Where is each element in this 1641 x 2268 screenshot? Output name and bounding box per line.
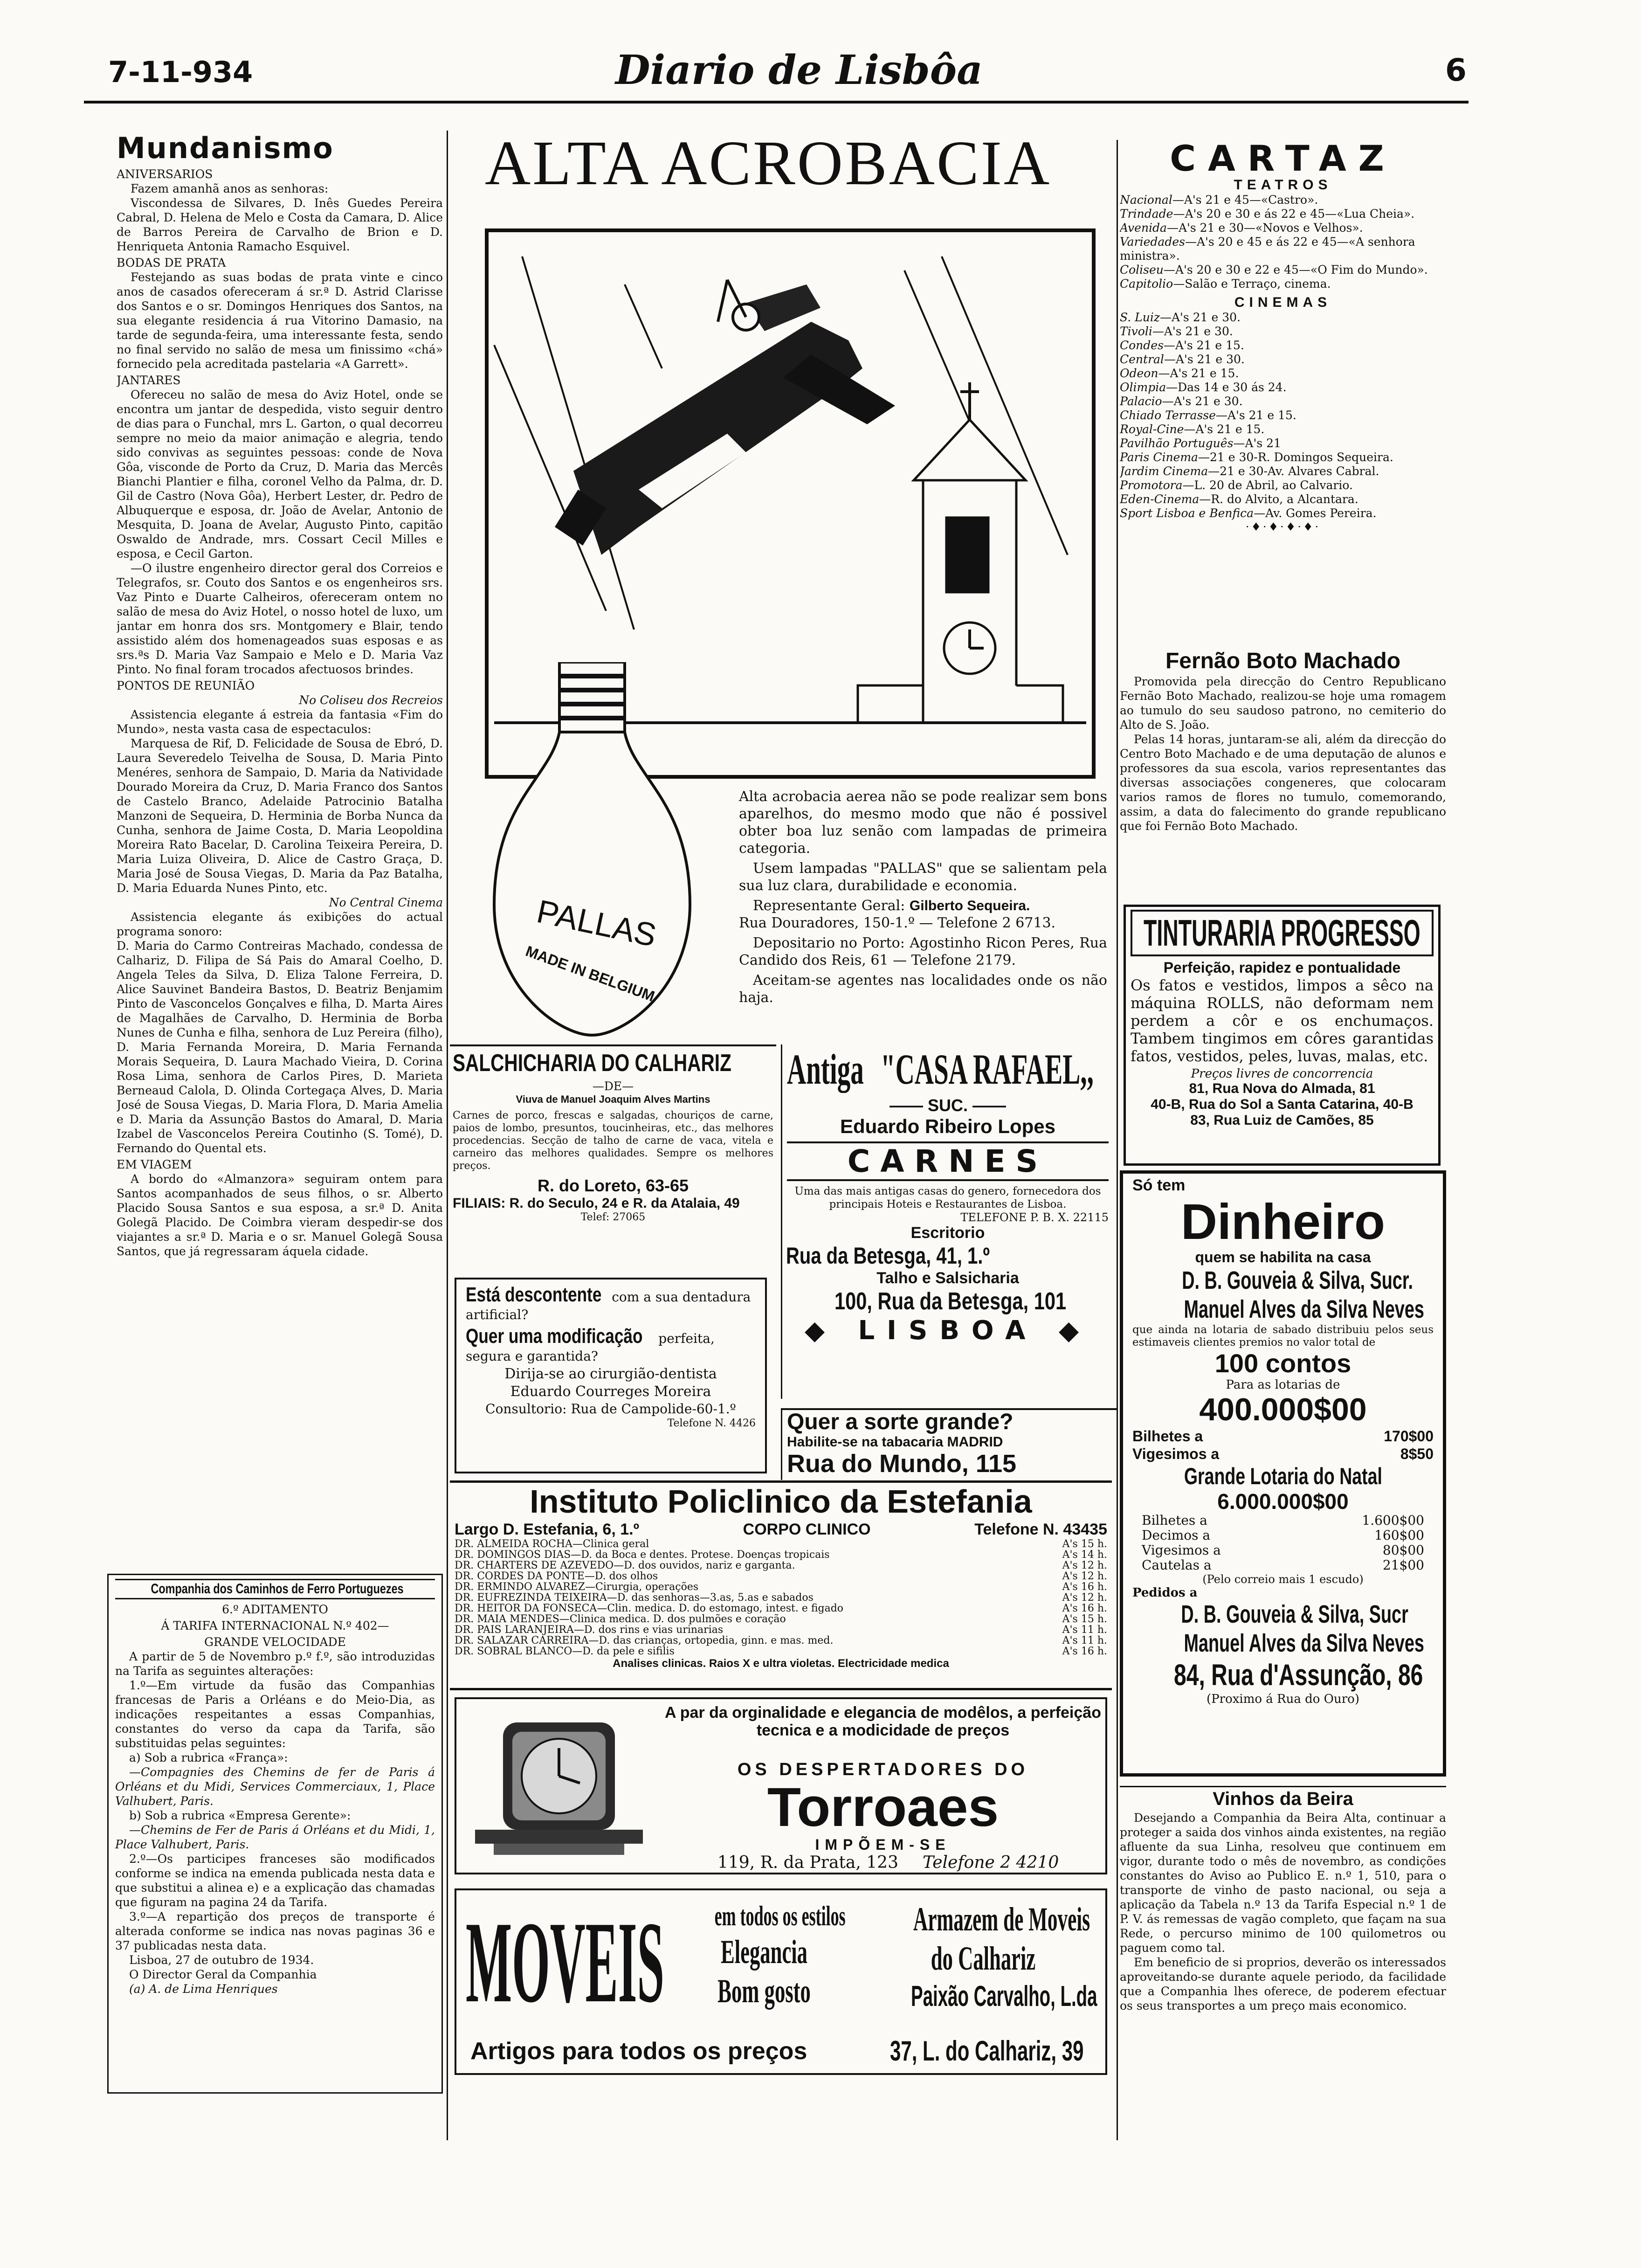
doctor-row [455,1539,1107,1549]
doctor-row [455,1560,1107,1571]
dinheiro-firm-3: D. B. Gouveia & Silva, Sucr [1181,1600,1408,1628]
moveis-bottom-right: 37, L. do Calhariz, 39 [890,2035,1084,2067]
cinema-text: —A's 21 e 30. [1162,394,1243,408]
doctor-hour: A's 11 h. [1062,1635,1107,1646]
salchicharia-de: —DE— [592,1079,634,1093]
doctor-name: DR. PAIS LARANJEIRA—D. dos rins e vias urinarias [455,1624,724,1636]
rafael-esc-addr: Rua da Betesga, 41, 1.º [786,1243,990,1269]
cinema-text: —A's 21 e 15. [1215,408,1296,422]
cinema-text: —21 e 30-R. Domingos Sequeira. [1198,450,1393,464]
cinema-item [1120,478,1446,492]
doctor-hour: A's 12 h. [1062,1592,1107,1604]
doctor-row [455,1592,1107,1603]
pallas-text-1: Alta acrobacia aerea não se pode realizar sem bons aparelhos, do mesmo modo que não é possivel obter boa luz senão com lampadas de primeira categoria. [739,788,1107,857]
cinema-name: Palacio [1120,394,1162,408]
dinheiro-natal-prize: 6.000.000$00 [1217,1489,1349,1514]
tinturaria-text: Os fatos e vestidos, limpos a sêco na máquina ROLLS, não deformam nem perdem a côr e os enchumaços. Tambem tingimos em côres garantidas fatos, vestidos, peles, luvas, malas, etc. [1131,976,1434,1065]
teatro-item [1120,221,1446,235]
pallas-agents: Aceitam-se agentes nas localidades onde os não haja. [739,972,1107,1006]
cinema-item [1120,506,1446,520]
torroaes-name: Torroaes [767,1777,999,1838]
instituto-footer: Analises clinicas. Raios X e ultra violetas. Electricidade medica [613,1657,949,1670]
doctor-row [455,1614,1107,1625]
rafael-suc: SUC. [927,1096,968,1115]
mundanismo-title: Mundanismo [117,131,334,165]
teatros-list [1120,193,1446,291]
dinheiro-so-tem: Só tem [1132,1176,1186,1194]
masthead-title: Diario de Lisbôa [615,47,983,94]
masthead-rule [84,101,1469,104]
caminhos-a-head: a) Sob a rubrica «França»: [129,1751,288,1764]
doctor-name: DR. CHARTERS DE AZEVEDO—D. dos ouvidos, nariz e garganta. [455,1560,795,1571]
viagem-head: EM VIAGEM [117,1158,192,1171]
bodas-head: BODAS DE PRATA [117,256,226,270]
pallas-dep: Depositario no Porto: Agostinho Ricon Peres, Rua Candido dos Reis, 61 — Telefone 2179. [739,935,1107,968]
cinema-name: Olimpia [1120,380,1166,394]
tinturaria-sub: Perfeição, rapidez e pontualidade [1163,959,1401,976]
cinema-name: Central [1120,353,1164,366]
viagem-text: A bordo do «Almanzora» seguiram ontem para Santos acompanhados de seus filhos, o sr. Alberto Placido Sousa Santos e sua esposa, a sr.ª D. Anita Golegã Placido. De Coimbra vieram despedir-se dos viajantes a sr.ª D. Maria e o sr. Manuel Golegã Sousa Santos, que já regressaram áquela cidade. [117,1172,443,1258]
instituto-title: Instituto Policlinico da Estefania [530,1483,1032,1520]
rafael-esc-label: Escritorio [910,1224,985,1242]
cinema-item [1120,325,1446,339]
reuniao-place-2: No Central Cinema [329,896,443,909]
tinturaria-addr-3: 83, Rua Luiz de Camões, 85 [1190,1113,1374,1128]
dentista-line1b: com a sua dentadura artificial? [466,1289,751,1322]
cinema-name: Promotora [1120,478,1183,492]
instituto-ad [450,1480,1112,1690]
doctor-name: DR. DOMINGOS DIAS—D. da Boca e dentes. Protese. Doenças tropicais [455,1549,830,1561]
salchicharia-addr: R. do Loreto, 63-65 [537,1176,689,1195]
cinema-text: —A's 21 e 30. [1164,353,1245,366]
cinema-text: —A's 21 e 15. [1163,339,1244,352]
moveis-big: MOVEIS [466,1898,664,2027]
dinheiro-para: Para as lotarias de [1226,1378,1340,1392]
teatro-text: —A's 21 e 45—«Castro». [1172,193,1318,207]
cinema-name: Royal-Cine [1120,422,1184,436]
jantares-text-2: —O ilustre engenheiro director geral dos Correios e Telegrafos, sr. Couto dos Santos e os engenheiros srs. Vaz Pinto e Duarte Calheiros, ofereceram ontem no salão de mesa do Aviz Hotel, o nosso hotel de luxo, um jantar em honra dos srs. Montgomery e Blair, tendo assistido além dos homenageados suas esposas e as srs.ªs D. Maria Vaz Sampaio e Melo e D. Maria Vaz Pinto. No final foram trocados afectuosos brindes. [117,561,443,676]
fernao-title: Fernão Boto Machado [1165,649,1401,673]
tinturaria-addr-2: 40-B, Rua do Sol a Santa Catarina, 40-B [1151,1097,1413,1112]
rafael-ad: Antiga "CASA RAFAEL,, —— SUC. —— Eduardo Ribeiro Lopes CARNES Uma das mais antigas casas do genero, fornecedora dos principais Hoteis e Restaurantes de Lisboa. TELEFONE P. B. X. 22115 Escritorio Rua da Betesga, 41, 1.º Talho e Salsicharia 100, Rua da Betesga, 101 ◆ LISBOA ◆ [781,1044,1113,1399]
teatro-text: —A's 20 e 30 e ás 22 e 45—«Lua Cheia». [1173,207,1415,221]
cinema-item [1120,436,1446,450]
dinheiro-correio: (Pelo correio mais 1 escudo) [1202,1573,1364,1586]
aniversarios-head: ANIVERSARIOS [117,167,213,181]
dinheiro-firm-1: D. B. Gouveia & Silva, Sucr. [1182,1266,1413,1294]
torroaes-tel: Telefone 2 4210 [923,1853,1059,1872]
natal-price-row [1142,1558,1424,1573]
caminhos-b-text: —Chemins de Fer de Paris á Orléans et du Midi, 1, Place Valhubert, Paris. [115,1823,435,1851]
natal-price-row [1142,1528,1424,1543]
cinema-text: —L. 20 de Abril, ao Calvario. [1182,478,1353,492]
aniversarios-text: Viscondessa de Silvares, D. Inês Guedes Pereira Cabral, D. Helena de Melo e Costa da Camara, D. Alice de Barros Pereira de Carvalho de Brion e D. Henriqueta Antonia Ramacho Esquivel. [117,196,443,253]
cinema-text: —A's 21 e 15. [1158,366,1239,380]
teatro-item [1120,193,1446,207]
natal-rows [1132,1513,1434,1573]
torroaes-text: A par da orginalidade e elegancia de modêlos, a perfeição tecnica e a modicidade de preços [665,1704,1101,1739]
pallas-bulb-made: MADE IN BELGIUM [523,942,657,1005]
caminhos-aditamento: 6.º ADITAMENTO [222,1603,328,1616]
dinheiro-firm-4: Manuel Alves da Silva Neves [1184,1629,1424,1657]
bodas-text: Festejando as suas bodas de prata vinte e cinco anos de casados ofereceram á sr.ª D. Astrid Clarisse dos Santos e o sr. Domingos Henriques dos Santos, na sua elegante residencia á rua Vitorino Damasio, na tarde de segunda-feira, uma interessante festa, sendo no final servido no salão de mesa um finissimo «chá» fornecido pela acreditada pastelaria «A Garrett». [117,270,443,371]
cinema-item [1120,464,1446,478]
caminhos-notice [107,1574,443,2094]
torroaes-ad [455,1697,1107,1874]
cinema-text: —Av. Gomes Pereira. [1254,506,1377,520]
caminhos-text-3: 2.º—Os participes franceses são modificados conforme se indica na emenda publicada nesta data e que substitui a alinea e) e a explicação das chamadas que figuram na pagina 24 da Tarifa. [115,1852,435,1909]
dinheiro-vigesimos-label: Vigesimos a [1132,1445,1220,1462]
dentista-name: Eduardo Courreges Moreira [510,1383,711,1400]
cinema-item [1120,408,1446,422]
doctor-name: DR. SOBRAL BLANCO—D. da pele e sifilis [455,1646,675,1657]
teatro-name: Capitolio [1120,277,1173,290]
rafael-city: LISBOA [858,1315,1038,1346]
dinheiro-contos: 100 contos [1214,1348,1351,1378]
dinheiro-title: Dinheiro [1180,1193,1385,1250]
teatro-text: —A's 20 e 45 e ás 22 e 45—«A senhora ministra». [1120,235,1415,263]
cinema-text: —A's 21 e 15. [1184,422,1265,436]
pallas-bulb-brand: PALLAS [533,892,660,954]
natal-price-row [1142,1543,1424,1558]
pallas-text [739,788,1107,1006]
instituto-doctor-list [450,1539,1112,1657]
teatro-item [1120,235,1446,263]
cinema-name: Odeon [1120,366,1158,380]
sorte-line-2: Habilite-se na tabacaria MADRID [787,1434,1003,1450]
cinema-name: Sport Lisboa e Benfica [1120,506,1254,520]
teatro-text: —A's 21 e 30—«Novos e Velhos». [1166,221,1363,235]
column-rule-2 [1117,140,1118,2140]
doctor-row [455,1549,1107,1560]
dinheiro-ad [1120,1170,1446,1777]
cartaz-column: CARTAZ TEATROS Nacional—A's 21 e 45—«Castro». Trindade—A's 20 e 30 e ás 22 e 45—«Lua Cheia». Avenida—A's 21 e 30—«Novos e Velhos». Variedades—A's 20 e 45 e ás 22 e 45—«A senhora ministra». Coliseu—A's 20 e 30 e 22 e 45—«O Fim do Mundo». Capitolio—Salão e Terraço, cinema. CINEMAS S. Luiz—A's 21 e 30. Tivoli—A's 21 e 30. Condes—A's 21 e 15. Central—A's 21 e 30. Odeon—A's 21 e 15. Olimpia—Das 14 e 30 ás 24. Palacio—A's 21 e 30. Chiado Terrasse—A's 21 e 15. Royal-Cine—A's 21 e 15. Pavilhão Português—A's 21 Paris Cinema—21 e 30-R. Domingos Sequeira. Jardim Cinema—21 e 30-Av. Alvares Cabral. Promotora—L. 20 de Abril, ao Calvario. Eden-Cinema—R. do Alvito, a Alcantara. Sport Lisboa e Benfica—Av. Gomes Pereira. ·♦·♦·♦·♦· [1120,140,1446,629]
cinema-item [1120,311,1446,325]
teatro-name: Avenida [1120,221,1167,235]
cinema-item [1120,450,1446,464]
cinema-item [1120,353,1446,366]
doctor-name: DR. HEITOR DA FONSECA—Clin. medica. D. do estomago, intest. e figado [455,1603,844,1614]
pallas-rep-name: Gilberto Sequeira. [909,898,1030,913]
cinema-name: Eden-Cinema [1120,492,1200,506]
cinema-text: —A's 21 [1233,436,1281,450]
doctor-hour: A's 12 h. [1062,1560,1107,1571]
moveis-right-2: do Calhariz [931,1940,1036,1977]
cinema-name: Pavilhão Português [1120,436,1234,450]
cinema-text: —21 e 30-Av. Alvares Cabral. [1208,464,1379,478]
pallas-text-2: Usem lampadas "PALLAS" que se salientam pela sua luz clara, durabilidade e economia. [739,860,1107,894]
tinturaria-title: TINTURARIA PROGRESSO [1144,912,1420,954]
natal-price-val: 1.600$00 [1362,1513,1424,1528]
clock-drawing [466,1713,652,1862]
teatro-text: —A's 20 e 30 e 22 e 45—«O Fim do Mundo». [1163,263,1428,277]
caminhos-sign-2: (a) A. de Lima Henriques [129,1982,278,1996]
caminhos-text-2: 1.º—Em virtude da fusão das Companhias francesas de Paris a Orléans e do Meio-Dia, as indicações respeitantes a essas Companhias, constantes do verso da capa da Tarifa, são substituidas pelas seguintes: [115,1679,435,1750]
teatro-text: —Salão e Terraço, cinema. [1173,277,1331,290]
doctor-name: DR. EUFREZINDA TEIXEIRA—D. das senhoras—3.as, 5.as e sabados [455,1592,814,1604]
doctor-hour: A's 16 h. [1062,1646,1107,1657]
doctor-hour: A's 16 h. [1062,1581,1107,1593]
vinhos-text-2: Em beneficio de si proprios, deverão os interessados aproveitando-se durante aquele periodo, da facilidade que a Companhia lhes oferece, de poderem efectuar os seus transportes a um preço mais economico. [1120,1956,1446,2012]
doctor-name: DR. ALMEIDA ROCHA—Clinica geral [455,1538,649,1550]
natal-price-label: Vigesimos a [1142,1542,1221,1558]
vinhos-column [1120,1786,1446,2142]
natal-price-val: 80$00 [1382,1542,1424,1558]
caminhos-a-text: —Compagnies des Chemins de fer de Paris á Orléans et du Midi, Services Commerciaux, 1, Place Valhubert, Paris. [115,1765,435,1808]
doctor-name: DR. SALAZAR CARREIRA—D. das crianças, ortopedia, ginn. e mas. med. [455,1635,834,1646]
reuniao-head: PONTOS DE REUNIÃO [117,679,255,692]
cinema-item [1120,492,1446,506]
caminhos-title: Companhia dos Caminhos de Ferro Portuguezes [151,1581,404,1597]
cinema-text: —A's 21 e 30. [1152,325,1233,338]
teatro-item [1120,277,1446,291]
cinema-name: Tivoli [1120,325,1152,338]
natal-price-val: 21$00 [1382,1557,1424,1573]
reuniao-text-2: Assistencia elegante ás exibições do actual programa sonoro: [117,910,443,938]
moveis-right-3: Paixão Carvalho, L.da [911,1980,1097,2012]
doctor-row [455,1646,1107,1657]
reuniao-text-1: Assistencia elegante á estreia da fantasia «Fim do Mundo», nesta vasta casa de espectaculos: [117,708,443,736]
rafael-title-1: Antiga [787,1045,864,1093]
rafael-talho-label: Talho e Salsicharia [876,1269,1019,1287]
rafael-title-2: "CASA RAFAEL,, [880,1045,1094,1093]
pallas-bulb [485,662,699,1044]
rafael-text: Uma das mais antigas casas do genero, fornecedora dos principais Hoteis e Restaurantes de Lisboa. [794,1185,1101,1210]
caminhos-text-4: 3.º—A repartição dos preços de transporte é alterada conforme se indica nas novas paginas 36 e 37 publicadas nesta data. [115,1910,435,1952]
vinhos-title: Vinhos da Beira [1213,1789,1353,1809]
cinemas-list [1120,311,1446,520]
tinturaria-precos: Preços livres de concorrencia [1191,1067,1373,1081]
dentista-line1a: Está descontente [466,1283,602,1306]
jantares-text: Ofereceu no salão de mesa do Aviz Hotel, onde se encontra um jantar de despedida, visto seguir dentro de dias para o Funchal, mrs L. Garton, o qual decorreu sempre no meio da maior animação e alegria, tendo sido convivas as seguintes pessoas: conde de Nova Gôa, visconde de Porto da Cruz, D. Maria das Mercês Bianchi Plantier e filha, coronel Velho da Palma, dr. D. Gil de Castro (Nova Gôa), Herbert Lester, dr. Pedro de Albuquerque e esposa, dr. João de Avelar, Antonio de Mesquita, D. Joana de Avelar, Augusto Pinto, capitão Oswaldo de Andrade, mrs. Cossart Cecil Milles e esposa, e Cecil Garton. [117,388,443,560]
cinema-text: —R. do Alvito, a Alcantara. [1199,492,1358,506]
dentista-line2b: perfeita, segura e garantida? [466,1331,715,1364]
moveis-ad [455,1888,1107,2075]
tinturaria-ad [1124,905,1441,1166]
jantares-head: JANTARES [117,373,181,387]
caminhos-date: Lisboa, 27 de outubro de 1934. [129,1953,314,1967]
rafael-tel: TELEFONE P. B. X. 22115 [960,1211,1109,1224]
moveis-bottom-left: Artigos para todos os preços [470,2038,807,2065]
tinturaria-addr-1: 81, Rua Nova do Almada, 81 [1189,1081,1375,1096]
teatro-name: Nacional [1120,193,1172,207]
aniversarios-intro: Fazem amanhã anos as senhoras: [131,182,329,195]
cinema-item [1120,394,1446,408]
instituto-tel: Telefone N. 43435 [974,1521,1107,1538]
doctor-row [455,1625,1107,1635]
pallas-rep-label: Representante Geral: [753,898,905,914]
dentista-addr: Consultorio: Rua de Campolide-60-1.º [485,1401,736,1417]
cinema-name: Paris Cinema [1120,450,1198,464]
sorte-ad [781,1408,1118,1480]
natal-price-val: 160$00 [1374,1528,1424,1543]
fernao-text-1: Promovida pela direcção do Centro Republicano Fernão Boto Machado, realizou-se hoje uma romagem ao tumulo do seu saudoso patrono, no cemiterio do Alto de S. João. [1120,675,1446,732]
dinheiro-firm-2: Manuel Alves da Silva Neves [1184,1295,1424,1323]
instituto-addr: Largo D. Estefania, 6, 1.º [455,1521,639,1538]
instituto-corpo: CORPO CLINICO [743,1521,871,1538]
teatro-name: Trindade [1120,207,1173,221]
teatro-item [1120,207,1446,221]
caminhos-tarifa: Á TARIFA INTERNACIONAL N.º 402— [161,1619,389,1632]
cinema-item [1120,366,1446,380]
salchicharia-filiais: R. do Seculo, 24 e R. da Atalaia, 49 [509,1196,740,1211]
dinheiro-big-prize: 400.000$00 [1199,1392,1367,1427]
reuniao-place-1: No Coliseu dos Recreios [299,693,443,707]
reuniao-list-2: D. Maria do Carmo Contreiras Machado, condessa de Calhariz, D. Filipa de Sá Pais do Amaral Coelho, D. Angela Teles da Silva, D. Eliza Talone Ferreira, D. Alice Sauvinet Bandeira Bastos, D. Beatriz Benjamim Pinto de Vasconcelos Gonçalves e filha, D. Marta Aires de Magalhães de Carvalho, D. Herminia de Borba Nunes de Cunha e filha, senhora de Luz Pereira (filho), D. Maria Fernanda Moreira, D. Maria Fernanda Morais Sequeira, D. Laura Machado Vieira, D. Corina Rosa Lima, senhora de Carlos Pires, D. Marieta Berneaud Calola, D. Olinda Cortegaça Alves, D. Maria José de Sousa Viegas, D. Maria Flora, D. Maria Amelia e D. Maria da Assunção Bastos do Amaral, D. Maria Izabel de Vasconcelos Pereira Coutinho (S. Tomé), D. Fernando do Quental ets. [117,939,443,1155]
cinema-text: —Das 14 e 30 ás 24. [1166,380,1287,394]
dinheiro-text: que ainda na lotaria de sabado distribuiu pelos seus estimaveis clientes premios no valor total de [1132,1324,1434,1348]
caminhos-velocidade: GRANDE VELOCIDADE [204,1635,346,1649]
dinheiro-vigesimos-val: 8$50 [1400,1445,1434,1462]
fernao-text-2: Pelas 14 horas, juntaram-se ali, além da direcção do Centro Boto Machado e de uma deputação de alunos e professores da sua escola, varios representantes das diversas associações congeneres, que colocaram varios ramos de flores no tumulo, comemorando, assim, a data do falecimento do grande republicano que foi Fernão Boto Machado. [1120,733,1446,833]
masthead-date: 7-11-934 [108,55,253,89]
cinema-text: —A's 21 e 30. [1160,311,1241,324]
rafael-owner: Eduardo Ribeiro Lopes [840,1115,1056,1137]
reuniao-list-1: Marquesa de Rif, D. Felicidade de Sousa de Ebró, D. Laura Severedelo Teivelha de Sousa, D. Maria Pinto Menéres, senhora de Sampaio, D. Maria da Natividade Dourado Moreira da Cruz, D. Maria Franco dos Santos de Castelo Branco, Adelaide Patrocinio Batalha Manzoni de Sequeira, D. Herminia de Borba Nunca da Cunha, senhora de Jaime Costa, D. Maria Leopoldina Moreira Rato Bacelar, D. Carolina Teixeira Pereira, D. Maria Luiza Oliveira, D. Alice de Castro Graça, D. Maria José de Sousa Viegas, D. Maria da Paz Batalha, D. Maria Eduarda Nunes Pinto, etc. [117,737,443,895]
salchicharia-tel: Telef: 27065 [580,1211,646,1223]
natal-price-label: Bilhetes a [1142,1513,1207,1528]
teatro-item [1120,263,1446,277]
salchicharia-ad [450,1044,776,1264]
teatro-name: Coliseu [1120,263,1164,277]
moveis-mid-1: em todos os estilos [714,1901,846,1931]
cinema-item [1120,380,1446,394]
doctor-name: DR. CORDES DA PONTE—D. dos olhos [455,1570,658,1582]
pallas-rep-addr: Rua Douradores, 150-1.º — Telefone 2 6713. [739,915,1056,931]
doctor-hour: A's 11 h. [1062,1624,1107,1636]
moveis-right-1: Armazem de Moveis [913,1901,1090,1938]
salchicharia-text: Carnes de porco, frescas e salgadas, chouriços de carne, paios de lombo, presuntos, toucinheiras, etc., das melhores procedencias. Secção de talho de carne de vaca, vitela e carneiro das melhores qualidades. Sempre os melhores preços. [453,1110,773,1172]
pallas-headline: ALTA ACROBACIA [485,128,1052,198]
cartaz-teatros: TEATROS [1234,177,1332,193]
caminhos-text-1: A partir de 5 de Novembro p.º f.º, são introduzidas na Tarifa as seguintes alterações: [115,1650,435,1678]
rafael-talho-addr: 100, Rua da Betesga, 101 [834,1288,1067,1315]
doctor-name: DR. MAIA MENDES—Clinica medica. D. dos pulmões e coração [455,1613,786,1625]
cinema-item [1120,339,1446,353]
torroaes-addr: 119, R. da Prata, 123 [717,1853,898,1872]
vinhos-text-1: Desejando a Companhia da Beira Alta, continuar a proteger a saida dos vinhos ainda existentes, na região afluente da sua Linha, resolveu que continuem em vigor, durante todo o mês de novembro, as condições constantes do Aviso ao Publico E. n.º 1, 510, para o transporte de vinho de pasto nacional, ou seja a aplicação da Tabela n.º 13 da Tarifa Especial n.º 1 de P. V. ás remessas de vagão completo, que façam na sua Rede, o percurso minimo de 100 quilometros ou paguem como tal. [1120,1811,1446,1955]
dinheiro-addr: 84, Rua d'Assunção, 86 [1174,1658,1423,1692]
dinheiro-near: (Proximo á Rua do Ouro) [1207,1692,1359,1706]
moveis-mid-2: Elegancia [721,1933,807,1971]
doctor-name: DR. ERMINDO ALVAREZ—Cirurgia, operações [455,1581,699,1593]
caminhos-b-head: b) Sob a rubrica «Empresa Gerente»: [129,1809,351,1822]
sorte-line-1: Quer a sorte grande? [787,1410,1014,1434]
cinema-name: Jardim Cinema [1120,464,1208,478]
doctor-hour: A's 12 h. [1062,1570,1107,1582]
teatro-name: Variedades [1120,235,1185,249]
cartaz-cinemas: CINEMAS [1234,295,1332,310]
caminhos-sign-1: O Director Geral da Companhia [129,1968,317,1981]
dinheiro-pedidos: Pedidos a [1132,1586,1198,1600]
doctor-row [455,1603,1107,1614]
salchicharia-title: SALCHICHARIA DO CALHARIZ [453,1050,731,1077]
doctor-hour: A's 15 h. [1062,1538,1107,1550]
doctor-row [455,1635,1107,1646]
dentista-tel: Telefone N. 4426 [667,1418,756,1429]
dentista-line3: Dirija-se ao cirurgião-dentista [504,1366,717,1382]
moveis-mid-3: Bom gosto [717,1972,811,2010]
doctor-hour: A's 14 h. [1062,1549,1107,1561]
torroaes-desp: OS DESPERTADORES DO [737,1760,1029,1779]
dinheiro-quem: quem se habilita na casa [1195,1249,1371,1265]
dinheiro-natal: Grande Lotaria do Natal [1184,1463,1382,1489]
salchicharia-owner: Viuva de Manuel Joaquim Alves Martins [516,1093,710,1105]
natal-price-label: Decimos a [1142,1528,1211,1543]
cinema-name: S. Luiz [1120,311,1160,324]
fernao-column [1120,648,1446,900]
rafael-carnes: CARNES [787,1141,1109,1181]
mundanismo-column [117,131,443,1558]
torroaes-impoem: IMPÕEM-SE [815,1836,951,1853]
natal-price-row [1142,1513,1424,1528]
salchicharia-filiais-label: FILIAIS: [453,1196,506,1211]
cinema-name: Chiado Terrasse [1120,408,1216,422]
column-rule-1 [447,131,448,2140]
dentista-line2a: Quer uma modificação [466,1325,643,1348]
dinheiro-bilhetes-label: Bilhetes a [1132,1428,1203,1445]
cinema-item [1120,422,1446,436]
cinema-name: Condes [1120,339,1164,352]
doctor-row [455,1571,1107,1582]
doctor-row [455,1582,1107,1592]
doctor-hour: A's 15 h. [1062,1613,1107,1625]
page-number: 6 [1445,52,1467,88]
natal-price-label: Cautelas a [1142,1557,1212,1573]
sorte-line-3: Rua do Mundo, 115 [787,1450,1017,1478]
doctor-hour: A's 16 h. [1062,1603,1107,1614]
cartaz-title: CARTAZ [1170,140,1396,179]
dentista-ad [455,1278,767,1473]
dinheiro-bilhetes-val: 170$00 [1384,1428,1434,1445]
